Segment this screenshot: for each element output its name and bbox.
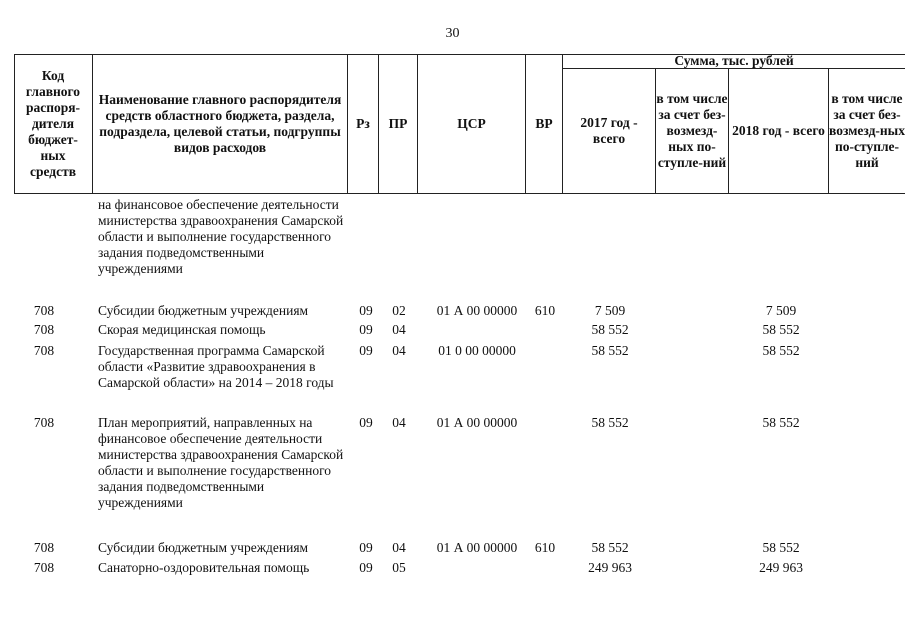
row-code: 708 [33,343,55,358]
header-2017-total: 2017 год - всего [580,115,638,146]
header-vr: ВР [535,116,553,131]
row-name: Скорая медицинская помощь [98,322,266,337]
header-2018-free: в том числе за счет без-возмезд-ных по-ступле-ний [829,91,905,170]
row-sum-2018: 7 509 [765,303,797,318]
row-csr: 01 А 00 00000 [436,303,518,318]
row-rz: 09 [359,540,373,555]
row-sum-2018: 58 552 [762,415,800,430]
header-pr: ПР [388,116,408,131]
row-pr: 02 [392,303,406,318]
row-name: Санаторно-оздоровительная помощь [98,560,310,575]
row-name: на финансовое обеспечение деятельности министерства здравоохранения Самарской области и выполнение государственного задания подведомственными учреждениями [98,197,344,276]
row-sum-2017: 249 963 [588,560,632,575]
row-sum-2017: 58 552 [591,415,629,430]
row-csr: 01 А 00 00000 [436,540,518,555]
row-rz: 09 [359,560,373,575]
row-sum-2017: 58 552 [591,322,629,337]
row-rz: 09 [359,343,373,358]
row-sum-2017: 58 552 [591,343,629,358]
row-sum-2017: 7 509 [594,303,626,318]
row-rz: 09 [359,415,373,430]
row-name: План мероприятий, направленных на финансовое обеспечение деятельности министерства здравоохранения Самарской области и выполнение государственного задания подведомственными учреждениями [98,415,344,510]
table-header [0,0,905,200]
row-pr: 04 [392,415,406,430]
row-name: Субсидии бюджетным учреждениям [98,540,309,555]
row-pr: 04 [392,322,406,337]
row-vr: 610 [534,540,556,555]
row-code: 708 [33,540,55,555]
page-number: 30 [445,26,460,41]
row-pr: 05 [392,560,406,575]
header-2018-total: 2018 год - всего [732,123,825,138]
row-vr: 610 [534,303,556,318]
row-sum-2018: 58 552 [762,322,800,337]
row-rz: 09 [359,303,373,318]
header-sum: Сумма, тыс. рублей [674,53,794,68]
row-code: 708 [33,560,55,575]
row-rz: 09 [359,322,373,337]
row-sum-2018: 249 963 [759,560,803,575]
header-csr: ЦСР [457,116,486,131]
header-2017-free: в том числе за счет без-возмезд-ных по-ступле-ний [656,91,728,170]
row-name: Государственная программа Самарской области «Развитие здравоохранения в Самарской области» на 2014 – 2018 годы [98,343,334,390]
row-sum-2018: 58 552 [762,343,800,358]
row-sum-2017: 58 552 [591,540,629,555]
row-pr: 04 [392,540,406,555]
row-code: 708 [33,322,55,337]
header-rz: Рз [356,116,370,131]
row-csr: 01 А 00 00000 [436,415,518,430]
row-code: 708 [33,303,55,318]
header-code: Код главного распоря-дителя бюджет-ных средств [25,68,81,179]
row-pr: 04 [392,343,406,358]
row-sum-2018: 58 552 [762,540,800,555]
row-name: Субсидии бюджетным учреждениям [98,303,309,318]
row-csr: 01 0 00 00000 [438,343,516,358]
header-name: Наименование главного распорядителя средств областного бюджета, раздела, подраздела, целевой статьи, подгруппы видов расходов [98,92,342,155]
row-code: 708 [33,415,55,430]
